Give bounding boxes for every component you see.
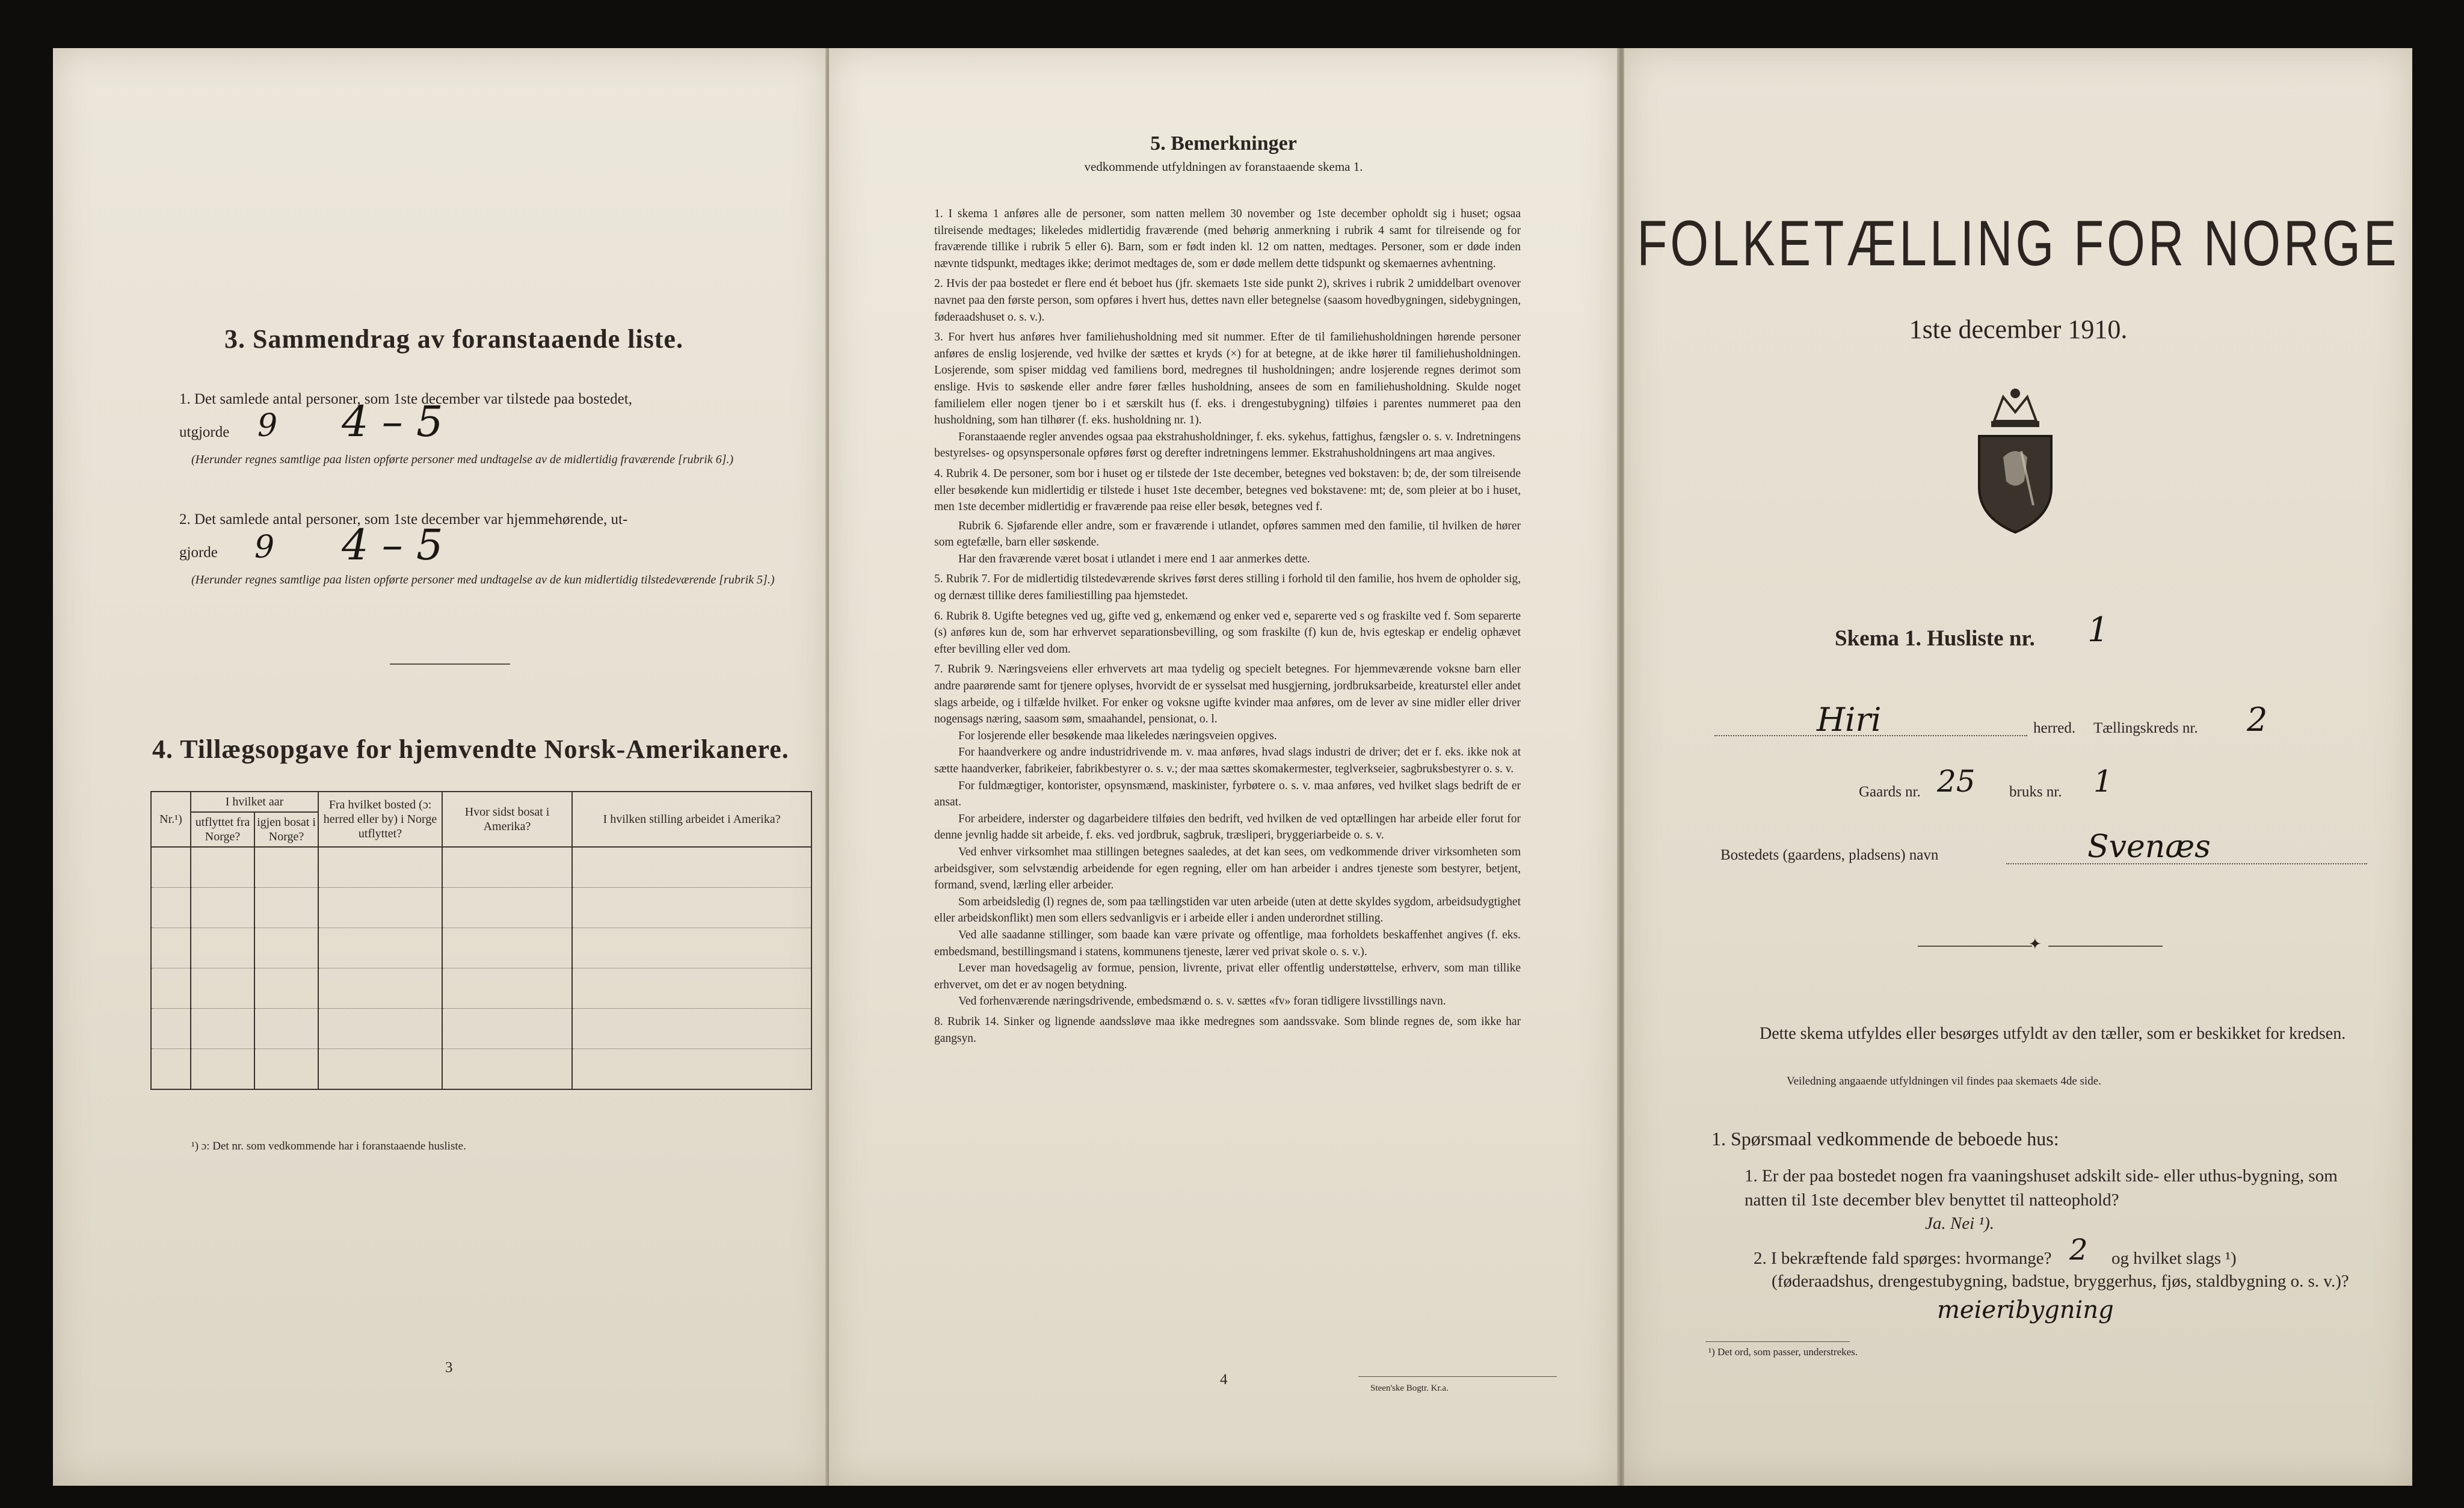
note-paragraph: Ved forhenværende næringsdrivende, embedsmænd o. s. v. sættes «fv» foran tidligere livsstillings navn. bbox=[958, 995, 1446, 1008]
table-row bbox=[151, 928, 812, 968]
note-paragraph: Som arbeidsledig (l) regnes de, som paa tællingstiden var uten arbeide (uten at dette skyldes sygdom, arbeidsudygtighet eller arbeidskonflikt) men som ellers sedvanligvis er i arbeide eller i anden underordnet stilling. bbox=[934, 895, 1521, 925]
table-row bbox=[151, 968, 812, 1009]
section4-title: 4. Tillægsopgave for hjemvendte Norsk-Amerikanere. bbox=[152, 734, 789, 764]
item1-label: utgjorde bbox=[179, 424, 230, 440]
note-paragraph: 5. Rubrik 7. For de midlertidig tilstedeværende skrives først deres stilling i forhold til den familie, hos hvem de opholder sig, og dernæst tillike deres familiestilling paa hjemstedet. bbox=[934, 573, 1521, 603]
col-nr: Nr.¹) bbox=[151, 792, 191, 847]
coat-of-arms-icon bbox=[1961, 385, 2069, 535]
section3-title: 3. Sammendrag av foranstaaende liste. bbox=[224, 324, 683, 354]
footnote-text: ¹) Det ord, som passer, understrekes. bbox=[1708, 1346, 1858, 1358]
bosted-label: Bostedets (gaardens, pladsens) navn bbox=[1720, 847, 1939, 863]
item2-handwritten-1: 9 bbox=[254, 529, 275, 565]
question-2-a: 2. I bekræftende fald spørges: hvormange? bbox=[1754, 1249, 2052, 1268]
ornament-rule-left bbox=[1918, 946, 2032, 947]
note-paragraph: 3. For hvert hus anføres hver familiehusholdning med sit nummer. Efter de til familiehusholdningen hørende personer anføres de enslig losjerende, ved hvilke der sættes et kryds (×) for at betegne, at de ikke hører til familiehusholdningen. Losjerende, som spiser middag ved familiens bord, medregnes til husholdningen; andre losjerende regnes derimot som enslige. Hvis to søskende eller andre fører fælles husholdning, ansees de som en familiehusholdning. Skulde noget familielem eller nogen tjener bo i et særskilt hus (f. eks. i drengestubygning) tilføies i parentes nummeret paa den husholdning, som han tilhører (f. eks. husholdning nr. 1). bbox=[934, 331, 1521, 427]
question-2-b: og hvilket slags ¹) bbox=[2111, 1249, 2237, 1268]
note-paragraph: Ved enhver virksomhet maa stillingen betegnes saaledes, at det kan sees, om vedkommende driver virksomheten som arbeidsgiver, som selvstændig arbeidende for egen regning, eller om han arbeider i andres tjeneste som bestyrer, betjent, formand, svend, lærling eller arbeider. bbox=[934, 845, 1521, 892]
divider bbox=[390, 663, 510, 665]
note-paragraph: Ved alle saadanne stillinger, som baade kan være private og offentlige, maa forholdets beskaffenhet angives (f. eks. embedsmand, bestillingsmand i statens, kommunens tjeneste, lærer ved privat skole o. s. v.). bbox=[934, 928, 1521, 958]
footnote-rule bbox=[1705, 1341, 1850, 1342]
item1-note: (Herunder regnes samtlige paa listen opførte personer med undtagelse av de midlertidig fraværende [rubrik 6].) bbox=[191, 453, 734, 466]
bemerkninger-subtitle: vedkommende utfyldningen av foranstaaende skema 1. bbox=[1084, 159, 1363, 174]
instruction-text: Dette skema utfyldes eller besørges utfyldt av den tæller, som er beskikket for kredsen. bbox=[1760, 1024, 2346, 1043]
note-paragraph: For haandverkere og andre industridrivende m. v. maa anføres, hvad slags industri de driver; det er f. eks. ikke nok at sætte haandverker, fabrikeier, fabrikbestyrer o. s. v.; der maa sættes skomakermester, teglverkseier, sagbruksbestyrer o. s. v. bbox=[934, 746, 1521, 775]
note-paragraph: 6. Rubrik 8. Ugifte betegnes ved ug, gifte ved g, enkemænd og enker ved e, separerte ved s og fraskilte ved f. Som separerte (s) anføres kun de, som har erhvervet separationsbevilling, og som fraskilte (f) kun de, hvis egteskap er endelig ophævet efter bevilling eller ved dom. bbox=[934, 609, 1521, 656]
herred-handwritten: Hiri bbox=[1817, 701, 1882, 739]
question-2-c: (føderaadshus, drengestubygning, badstue, bryggerhus, fjøs, staldbygning o. s. v.)? bbox=[1772, 1272, 2349, 1291]
question-2-count-handwritten: 2 bbox=[2069, 1233, 2088, 1267]
left-page bbox=[53, 48, 829, 1486]
census-title: FOLKETÆLLING FOR NORGE bbox=[1637, 208, 2400, 280]
note-paragraph: 7. Rubrik 9. Næringsveiens eller erhvervets art maa tydelig og specielt betegnes. For hjemmeværende voksne barn eller andre paarørende samt for tjenere oplyses, hvorvidt de er sysselsat med husgjerning, jordbruksarbeide, kreaturstel eller andet slags arbeide, og i tilfælde hvilket. For enker og voksne ugifte kvinder maa anføres, om de lever av sine midler eller driver nogensags næring, saasom søm, smaahandel, pensionat, o. l. bbox=[934, 663, 1521, 726]
bruks-label: bruks nr. bbox=[2009, 784, 2062, 800]
item1-text: 1. Det samlede antal personer, som 1ste december var tilstede paa bostedet, bbox=[179, 391, 632, 407]
ornament-icon: ✦ bbox=[2028, 935, 2042, 953]
note-paragraph: 8. Rubrik 14. Sinker og lignende aandssløve maa ikke medregnes som aandssvake. Som blinde regnes de, som ikke har gangsyn. bbox=[934, 1015, 1521, 1045]
table-row bbox=[151, 1049, 812, 1090]
item2-note: (Herunder regnes samtlige paa listen opførte personer med undtagelse av de kun midlertidig tilstedeværende [rubrik 5].) bbox=[191, 573, 775, 586]
note-paragraph: 1. I skema 1 anføres alle de personer, som natten mellem 30 november og 1ste december opholdt sig i huset; ogsaa tilreisende medtages; likeledes midlertidig fraværende (med behørig anmerkning i rubrik 4 samt for tilreisende og for fraværende tillike i rubrik 5 eller 6). Barn, som er født inden kl. 12 om natten, medtages. Personer, som er døde inden nævnte tidspunkt, medtages ikke; derimot medtages de, som er døde mellem dette tidspunkt og skemaernes avhentning. bbox=[934, 208, 1521, 270]
note-paragraph: For losjerende eller besøkende maa likeledes næringsveien opgives. bbox=[958, 729, 1277, 742]
table-row bbox=[151, 847, 812, 888]
page-number-4: 4 bbox=[1220, 1371, 1228, 1388]
item2-text: 2. Det samlede antal personer, som 1ste december var hjemmehørende, ut- bbox=[179, 511, 628, 528]
skema-label: Skema 1. Husliste nr. bbox=[1835, 626, 2035, 651]
item2-handwritten-2: 4 – 5 bbox=[342, 520, 443, 570]
gaards-handwritten: 25 bbox=[1937, 764, 1976, 799]
note-paragraph: Har den fraværende været bosat i utlandet i mere end 1 aar anmerkes dette. bbox=[958, 552, 1310, 565]
bemerkninger-title: 5. Bemerkninger bbox=[1150, 132, 1297, 155]
question-2-kind-handwritten: meieribygning bbox=[1937, 1296, 2114, 1324]
herred-label: herred. bbox=[2033, 720, 2076, 736]
gaards-label: Gaards nr. bbox=[1859, 784, 1921, 800]
instruction-note: Veiledning angaaende utfyldningen vil findes paa skemaets 4de side. bbox=[1787, 1075, 2101, 1088]
table-row bbox=[151, 1009, 812, 1049]
col-fra-bosted: Fra hvilket bosted (ɔ: herred eller by) i Norge utflyttet? bbox=[318, 792, 442, 847]
middle-page bbox=[829, 48, 1618, 1486]
table-row bbox=[151, 888, 812, 928]
note-paragraph: Rubrik 6. Sjøfarende eller andre, som er fraværende i utlandet, opføres sammen med den familie, til hvilken de hører som egtefælle, barn eller søskende. bbox=[934, 519, 1521, 549]
col-amerika-bosat: Hvor sidst bosat i Amerika? bbox=[442, 792, 572, 847]
ornament-rule-right bbox=[2048, 946, 2163, 947]
norsk-amerikaner-table bbox=[150, 791, 812, 1090]
page-number-3: 3 bbox=[445, 1359, 453, 1376]
note-paragraph: For arbeidere, inderster og dagarbeidere tilføies den bedrift, ved hvilken de ved optællingen har arbeide eller forut for denne jevnlig hadde sit arbeide, f. eks. ved jordbruk, sagbruk, træsliperi, bryggeriarbeide o. s. v. bbox=[934, 812, 1521, 842]
printer-imprint: Steen'ske Bogtr. Kr.a. bbox=[1370, 1383, 1449, 1393]
col-i-hvilket-aar: I hvilket aar bbox=[191, 792, 318, 812]
bruks-handwritten: 1 bbox=[2093, 764, 2113, 799]
kreds-handwritten: 2 bbox=[2247, 701, 2268, 739]
census-date: 1ste december 1910. bbox=[1909, 315, 2128, 344]
item1-handwritten-2: 4 – 5 bbox=[342, 397, 443, 446]
kreds-label: Tællingskreds nr. bbox=[2093, 720, 2198, 736]
bosted-handwritten: Svenæs bbox=[2087, 829, 2211, 865]
question-heading: 1. Spørsmaal vedkommende de beboede hus: bbox=[1711, 1128, 2059, 1149]
note-paragraph: Lever man hovedsagelig av formue, pension, livrente, privat eller offentlig understøttelse, erhverv, som man tillike erhvervet, om det er av nogen betydning. bbox=[934, 962, 1521, 991]
col-igjen-bosat: igjen bosat i Norge? bbox=[254, 812, 318, 847]
bemerkninger-body bbox=[934, 206, 1521, 1047]
note-paragraph: Foranstaaende regler anvendes ogsaa paa ekstrahusholdninger, f. eks. sykehus, fattighus, fængsler o. s. v. Indretningens bestyrelses- og opsynspersonale opføres først og derefter indretningens lemmer. Ekstrahusholdningens art maa angives. bbox=[934, 430, 1521, 460]
section4-footnote: ¹) ɔ: Det nr. som vedkommende har i foranstaaende husliste. bbox=[191, 1140, 466, 1153]
col-utflyttet: utflyttet fra Norge? bbox=[191, 812, 254, 847]
right-page bbox=[1624, 48, 2412, 1486]
col-stilling: I hvilken stilling arbeidet i Amerika? bbox=[572, 792, 812, 847]
question-1: 1. Er der paa bostedet nogen fra vaaningshuset adskilt side- eller uthus-bygning, som natten til 1ste december blev benyttet til natteophold? bbox=[1745, 1166, 2338, 1210]
note-paragraph: 4. Rubrik 4. De personer, som bor i huset og er tilstede der 1ste december, betegnes ved bokstaven: b; de, der som tilreisende eller besøkende kun midlertidig er tilstede i huset 1ste december, betegnes ved bokstavene: mt; de, som pleier at bo i huset, men 1ste december midlertidig er fraværende paa reise eller besøk, betegnes ved f. bbox=[934, 467, 1521, 514]
note-paragraph: 2. Hvis der paa bostedet er flere end ét beboet hus (jfr. skemaets 1ste side punkt 2), skrives i rubrik 2 umiddelbart ovenover navnet paa den første person, som opføres i hvert hus, dettes navn eller betegnelse (saasom hovedbygningen, sidebygningen, føderaadshuset o. s. v.). bbox=[934, 277, 1521, 324]
item1-handwritten-1: 9 bbox=[257, 408, 278, 444]
question-1-answer: Ja. Nei ¹). bbox=[1925, 1214, 1994, 1233]
printer-rule bbox=[1358, 1376, 1557, 1377]
note-paragraph: For fuldmægtiger, kontorister, opsynsmænd, maskinister, fyrbøtere o. s. v. maa anføres, ved hvilket slags bedrift de er ansat. bbox=[934, 779, 1521, 809]
skema-handwritten: 1 bbox=[2087, 611, 2109, 650]
item2-label: gjorde bbox=[179, 544, 218, 561]
